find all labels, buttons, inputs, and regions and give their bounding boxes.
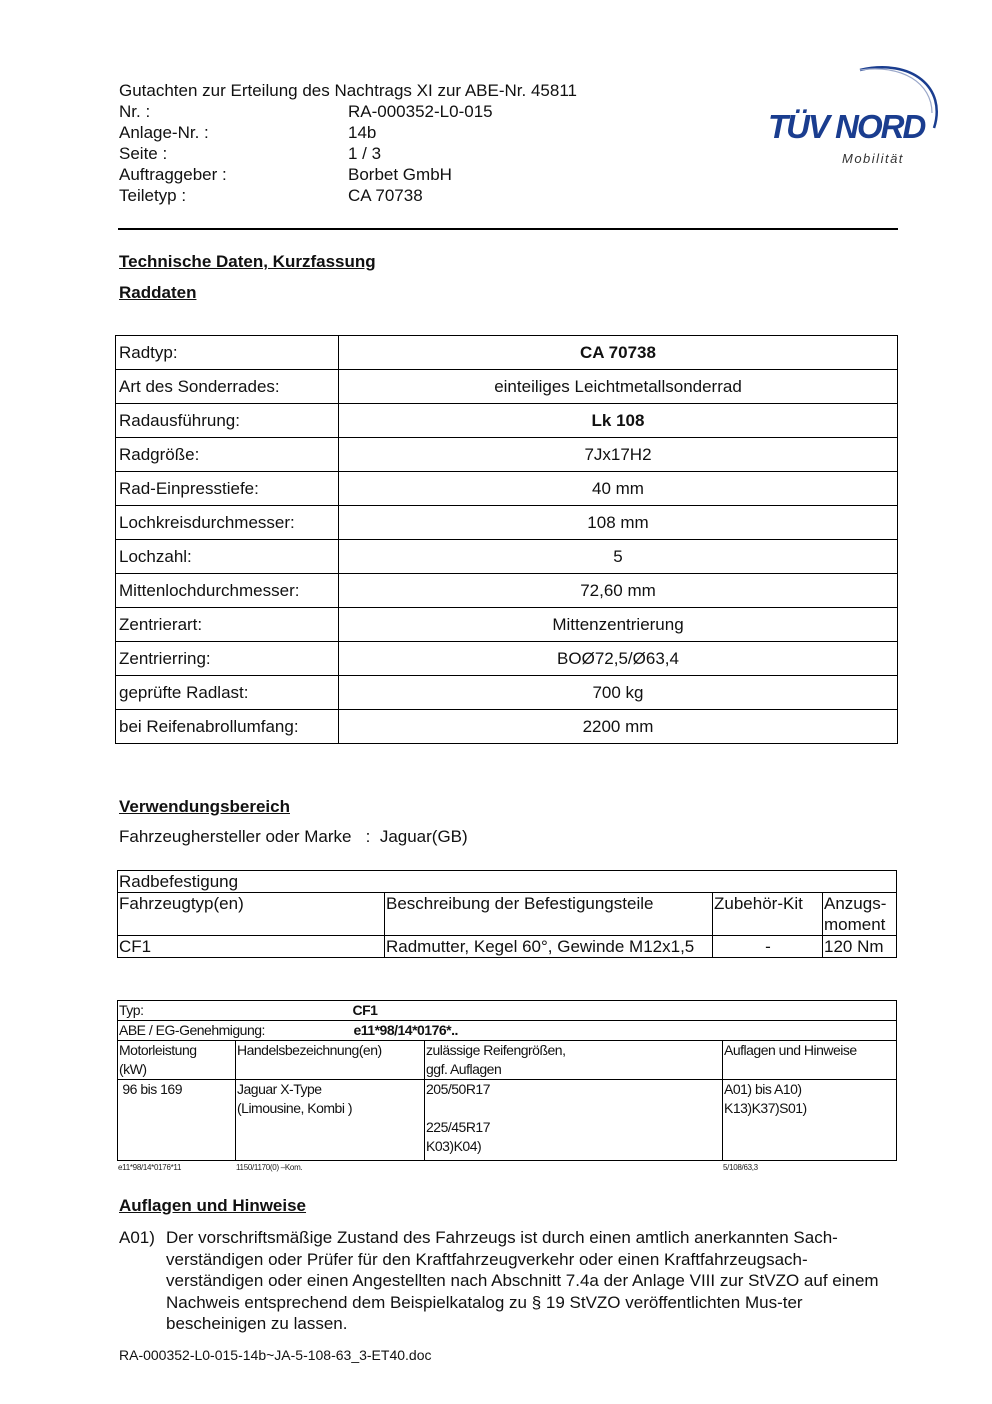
header-divider	[118, 228, 898, 230]
table-row: Lochkreisdurchmesser: 108 mm	[116, 506, 898, 540]
table-row: geprüfte Radlast: 700 kg	[116, 676, 898, 710]
table-row: ABE / EG-Genehmigung: e11*98/14*0176*..	[118, 1021, 897, 1041]
table-row: Zentrierart: Mittenzentrierung	[116, 608, 898, 642]
auflage-code: A01)	[119, 1228, 155, 1247]
hersteller-line: Fahrzeughersteller oder Marke : Jaguar(GB)	[119, 827, 468, 846]
typ-footnote-2: 1150/1170(0) –Kom.	[236, 1163, 303, 1172]
auflage-a01	[119, 1227, 899, 1335]
section-heading-raddaten: Raddaten	[119, 283, 197, 302]
table-row: 96 bis 169 Jaguar X-Type (Limousine, Kombi ) 205/50R17 225/45R17 K03)K04) A01) bis A10) K13)K37)S01)	[118, 1080, 897, 1161]
tuev-nord-logo	[762, 58, 942, 173]
header-row-auftraggeber: Auftraggeber : Borbet GmbH	[119, 165, 452, 184]
table-row: Rad-Einpresstiefe: 40 mm	[116, 472, 898, 506]
table-row: Radtyp: CA 70738	[116, 336, 898, 370]
document-header	[119, 80, 679, 206]
document-title: Gutachten zur Erteilung des Nachtrags XI zur ABE-Nr. 45811	[119, 81, 577, 100]
befestigung-title: Radbefestigung	[118, 871, 897, 893]
table-row: Fahrzeugtyp(en) Beschreibung der Befestigungsteile Zubehör-Kit Anzugs- moment	[118, 893, 897, 936]
fahrzeugtyp-table	[117, 1000, 897, 1161]
document-filename: RA-000352-L0-015-14b~JA-5-108-63_3-ET40.doc	[119, 1347, 432, 1363]
table-row: Mittenlochdurchmesser: 72,60 mm	[116, 574, 898, 608]
table-row: Typ: CF1	[118, 1001, 897, 1021]
table-row	[118, 871, 897, 893]
table-row: bei Reifenabrollumfang: 2200 mm	[116, 710, 898, 744]
section-heading-tech: Technische Daten, Kurzfassung	[119, 252, 376, 271]
logo-subtitle: Mobilität	[842, 151, 904, 166]
table-row: CF1 Radmutter, Kegel 60°, Gewinde M12x1,5 - 120 Nm	[118, 936, 897, 958]
header-row-teiletyp: Teiletyp : CA 70738	[119, 186, 423, 205]
section-heading-auflagen: Auflagen und Hinweise	[119, 1196, 307, 1215]
hersteller-value: Jaguar(GB)	[379, 827, 468, 846]
typ-footnote-3: 5/108/63,3	[723, 1163, 758, 1172]
raddaten-table	[115, 335, 898, 744]
table-row: Radausführung: Lk 108	[116, 404, 898, 438]
table-row: Zentrierring: BOØ72,5/Ø63,4	[116, 642, 898, 676]
section-heading-verwendung: Verwendungsbereich	[119, 797, 290, 816]
table-row: Motorleistung (kW) Handelsbezeichnung(en) zulässige Reifengrößen, ggf. Auflagen Auflagen und Hinweise	[118, 1041, 897, 1080]
auflage-text: Der vorschriftsmäßige Zustand des Fahrzeugs ist durch einen amtlich anerkannten Sach-verständigen oder Prüfer für den Kraftfahrzeugverkehr oder einen Kraftfahrzeugsach-verständigen oder einen Angestellten nach Abschnitt 7.4a der Anlage VIII zur StVZO auf einem Nachweis entsprechend dem Beispielkatalog zu § 19 StVZO veröffentlichten Mus-ter bescheinigen zu lassen.	[166, 1228, 879, 1333]
table-row: Art des Sonderrades: einteiliges Leichtmetallsonderrad	[116, 370, 898, 404]
header-row-nr: Nr. : RA-000352-L0-015	[119, 102, 493, 121]
table-row: Radgröße: 7Jx17H2	[116, 438, 898, 472]
table-row: Lochzahl: 5	[116, 540, 898, 574]
radbefestigung-table	[117, 870, 897, 958]
typ-footnote-1: e11*98/14*0176*11	[118, 1163, 182, 1172]
logo-wordmark: TÜV NORD	[768, 108, 925, 145]
header-row-anlage: Anlage-Nr. : 14b	[119, 123, 377, 142]
header-row-seite: Seite : 1 / 3	[119, 144, 382, 163]
